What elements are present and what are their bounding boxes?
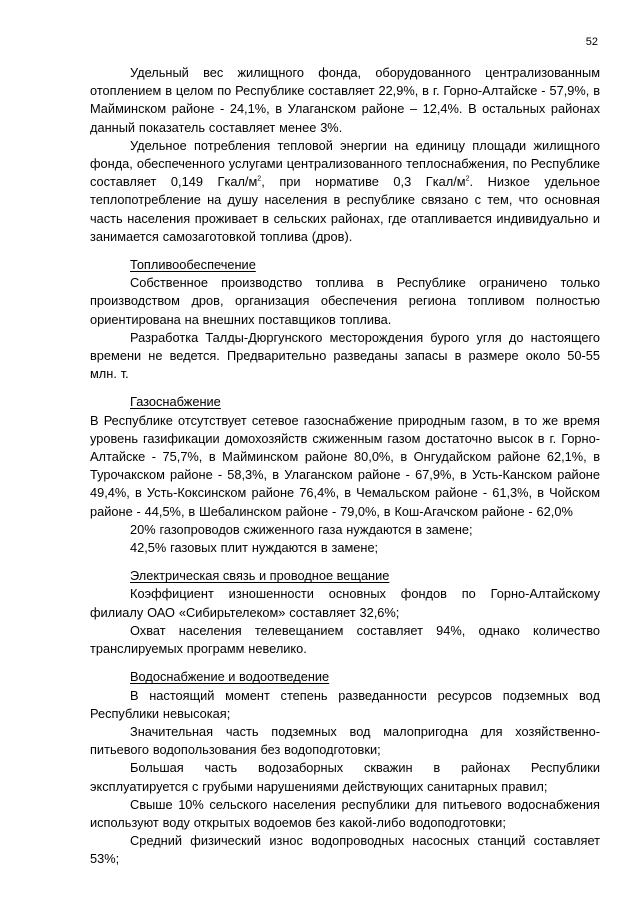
pump-stations-wear-paragraph: Средний физический износ водопроводных насосных станций составляет 53%;	[90, 833, 600, 867]
heat-share-paragraph: Удельный вес жилищного фонда, оборудованного централизованным отоплением в целом по Республике составляет 22,9%, в г. Горно-Алтайске - 57,9%, в Майминском районе - 24,1%, в Улаганском районе – 12,4%. В остальных районах данный показатель составляет менее 3%.	[90, 65, 600, 135]
telecom-wear-paragraph: Коэффициент изношенности основных фондов по Горно-Алтайскому филиалу ОАО «Сибирьтелеком» составляет 32,6%;	[90, 586, 600, 620]
superscript-2: 2	[257, 175, 262, 183]
section-heading-telecom: Электрическая связь и проводное вещание	[130, 568, 390, 584]
coal-deposit-paragraph: Разработка Талды-Дюргунского месторождения бурого угля до настоящего времени не ведется. Предварительно разведаны запасы в размере около 50-55 млн. т.	[90, 329, 600, 382]
heat-consumption-text-b: , при нормативе 0,3 Гкал/м	[261, 174, 466, 190]
tv-coverage-paragraph: Охват населения телевещанием составляет 94%, однако количество транслируемых программ невелико.	[90, 622, 600, 657]
heat-consumption-text-a: Удельное потребления тепловой энергии на единицу площади жилищного фонда, обеспеченного услугами централизованного теплоснабжения, по Республике составляет 0,149 Гкал/м	[90, 137, 600, 190]
page-number: 52	[585, 36, 598, 48]
heat-consumption-text-c: . Низкое удельное теплопотребление на душу населения в республике связано с тем, что основная часть населения проживает в сельских районах, где отапливается индивидуально и занимается самозаготовкой топлива (дров).	[90, 174, 600, 244]
section-heading-gas: Газоснабжение	[130, 394, 221, 410]
groundwater-exploration-paragraph: В настоящий момент степень разведанности ресурсов подземных вод Республики невысокая;	[90, 687, 600, 721]
groundwater-quality-paragraph: Значительная часть подземных вод малопригодна для хозяйственно-питьевого водопользования без водоподготовки;	[90, 723, 600, 758]
page-content	[90, 64, 600, 869]
gas-stoves-paragraph: 42,5% газовых плит нуждаются в замене;	[130, 540, 379, 556]
gas-pipelines-paragraph: 20% газопроводов сжиженного газа нуждаются в замене;	[130, 521, 473, 537]
wells-violations-paragraph: Большая часть водозаборных скважин в районах Республики эксплуатируется с грубыми нарушениями действующих санитарных правил;	[90, 760, 600, 794]
section-heading-fuel: Топливообеспечение	[130, 257, 256, 273]
gasification-paragraph: В Республике отсутствует сетевое газоснабжение природным газом, в то же время уровень газификации домохозяйств сжиженным газом достаточно высок в г. Горно-Алтайске - 75,7%, в Майминском районе 80,0%, в Онгудайском районе 62,1%, в Турочакском районе - 58,3%, в Улаганском районе - 67,9%, в Усть-Канском районе 49,4%, в Усть-Коксинском районе 76,4%, в Чемальском районе - 61,3%, в Чойском районе - 44,5%, в Шебалинском районе - 79,0%, в Кош-Агачском районе - 62,0%	[90, 412, 600, 519]
section-heading-water: Водоснабжение и водоотведение	[130, 669, 330, 685]
open-water-use-paragraph: Свыше 10% сельского населения республики для питьевого водоснабжения используют воду открытых водоемов без какой-либо водоподготовки;	[90, 796, 600, 830]
fuel-production-paragraph: Собственное производство топлива в Республике ограничено только производством дров, организация обеспечения региона топливом полностью ориентирована на внешних поставщиков топлива.	[90, 275, 600, 327]
superscript-2-second: 2	[465, 175, 470, 183]
heat-consumption-paragraph	[90, 137, 600, 246]
